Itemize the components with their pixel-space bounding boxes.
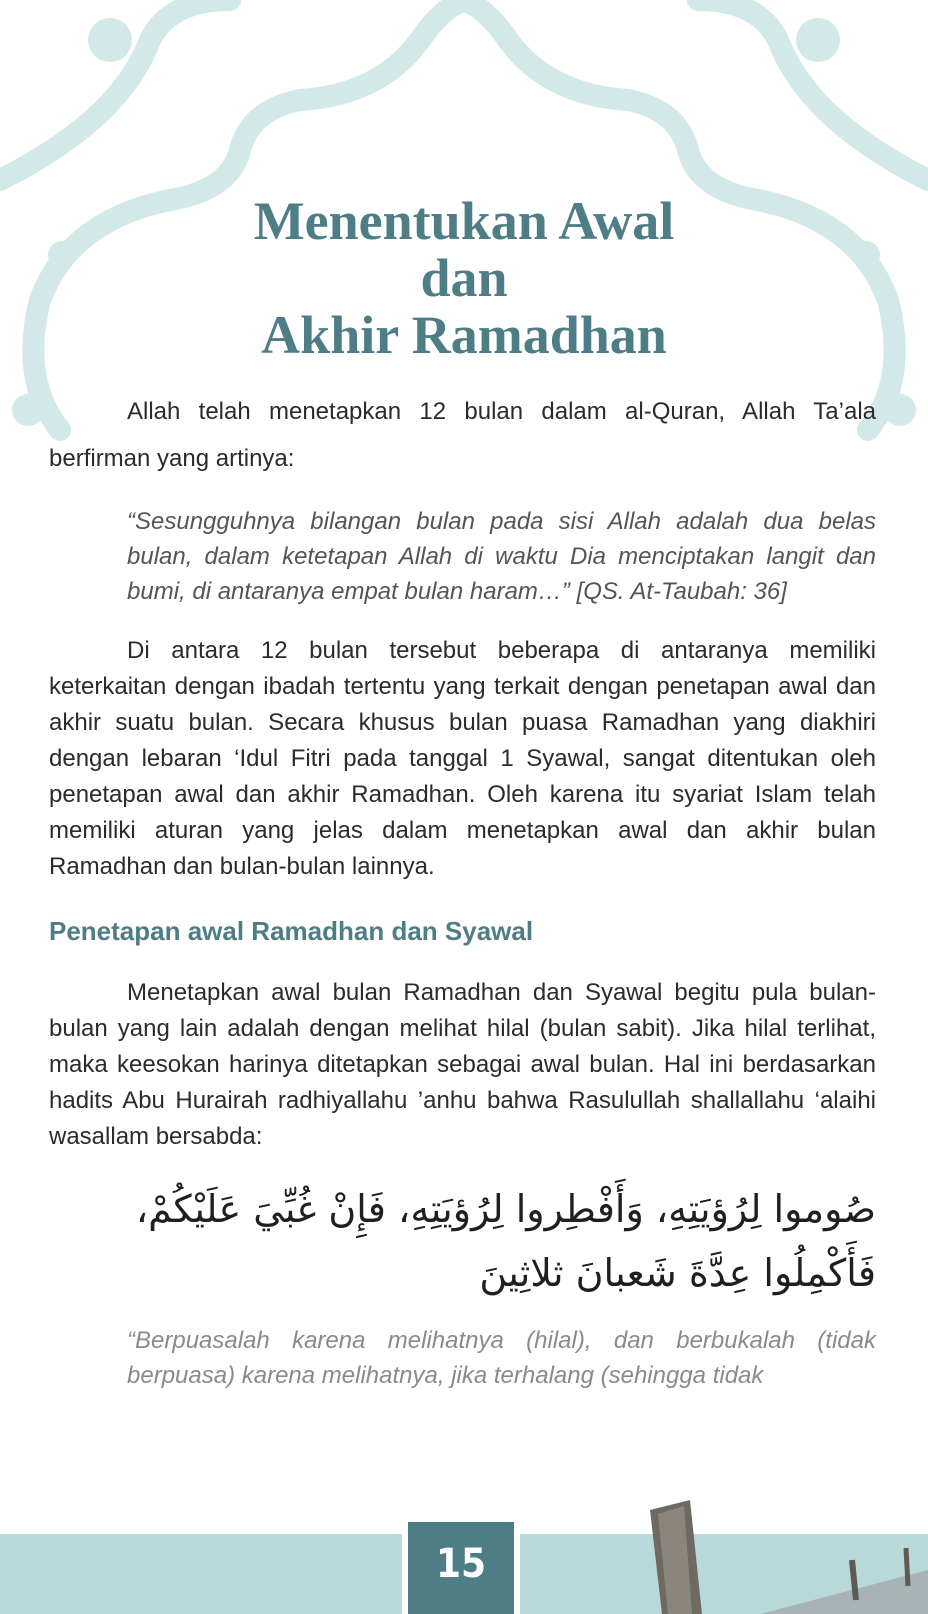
title-line-1: Menentukan Awal bbox=[253, 191, 675, 251]
title-line-3: Akhir Ramadhan bbox=[261, 305, 667, 365]
hadith-translation: “Berpuasalah karena melihatnya (hilal), dan berbukalah (tidak berpuasa) karena melihatnya, jika terhalang (sehingga tidak bbox=[127, 1327, 876, 1389]
page-number: 15 bbox=[408, 1522, 514, 1614]
arabic-hadith: صُوموا لِرُؤيَتِهِ، وَأَفْطِروا لِرُؤيَتِهِ، فَإِنْ غُبِّيَ عَلَيْكُمْ، فَأَكْمِلُوا عِدَّةَ شَعبانَ ثلاثِينَ bbox=[135, 1187, 876, 1295]
title-line-2: dan bbox=[420, 248, 508, 308]
page-content bbox=[49, 388, 876, 1393]
intro-paragraph: Allah telah menetapkan 12 bulan dalam al-Quran, Allah Ta’ala berfirman yang artinya: bbox=[49, 398, 876, 472]
body-paragraph-3: Menetapkan awal bulan Ramadhan dan Syawal begitu pula bulan-bulan yang lain adalah dengan melihat hilal (bulan sabit). Jika hilal terlihat, maka keesokan harinya ditetapkan sebagai awal bulan. Hal ini berdasarkan hadits Abu Hurairah radhiyallahu ’anhu bahwa Rasulullah shallallahu ‘alaihi wasallam bersabda: bbox=[49, 979, 876, 1150]
body-paragraph-2: Di antara 12 bulan tersebut beberapa di antaranya memiliki keterkaitan dengan ibadah tertentu yang terkait dengan penetapan awal dan akhir suatu bulan. Secara khusus bulan puasa Ramadhan yang diakhiri dengan lebaran ‘Idul Fitri pada tanggal 1 Syawal, sangat ditentukan oleh penetapan awal dan akhir Ramadhan. Oleh karena itu syariat Islam telah memiliki aturan yang jelas dalam menetapkan awal dan akhir bulan Ramadhan dan bulan-bulan lainnya. bbox=[49, 637, 876, 880]
section-heading: Penetapan awal Ramadhan dan Syawal bbox=[49, 916, 534, 946]
page-title bbox=[0, 193, 928, 364]
pier-illustration bbox=[640, 1500, 928, 1614]
quran-quote: “Sesungguhnya bilangan bulan pada sisi Allah adalah dua belas bulan, dalam ketetapan Allah di waktu Dia menciptakan langit dan bumi, di antaranya empat bulan haram…” [QS. At-Taubah: 36] bbox=[127, 508, 876, 605]
